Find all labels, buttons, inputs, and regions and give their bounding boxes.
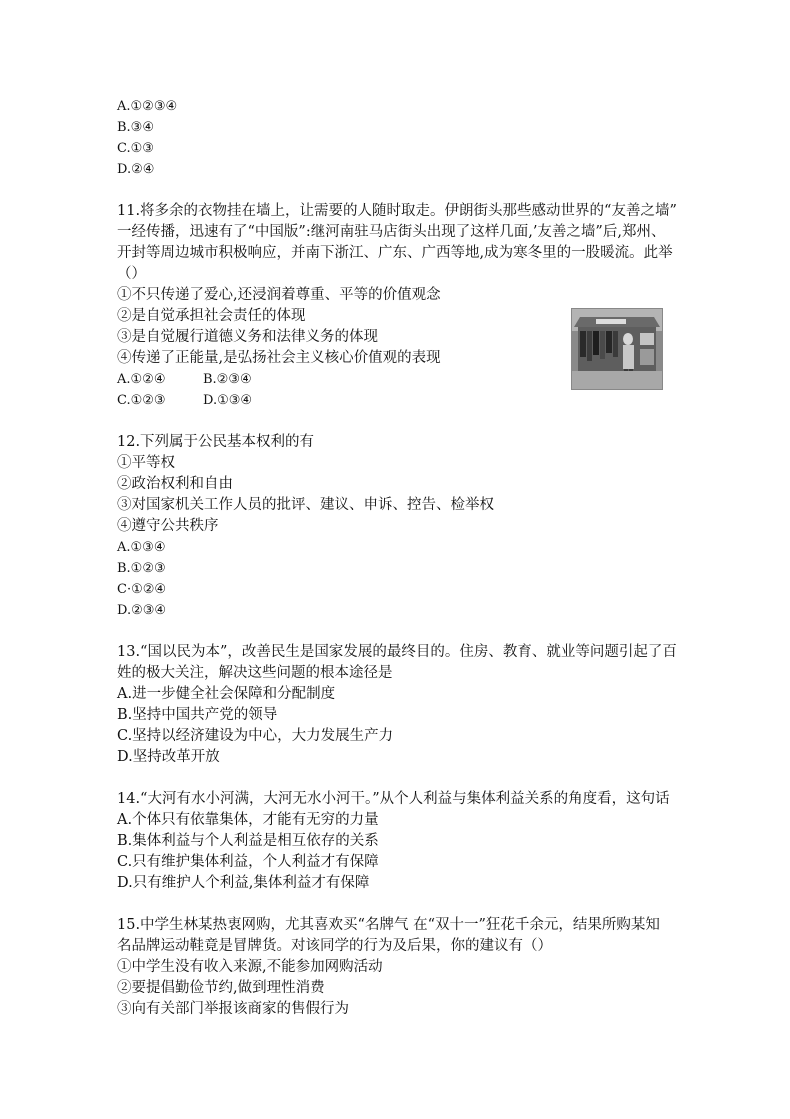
q12-statement-4: ④遵守公共秩序	[117, 518, 219, 534]
q14-option-a: A.个体只有依靠集体，才能有无穷的力量	[117, 812, 379, 828]
q13-option-a: A.进一步健全社会保障和分配制度	[117, 686, 336, 702]
q15-statement-2: ②要提倡勤俭节约,做到理性消费	[117, 980, 325, 996]
q12-statement-3: ③对国家机关工作人员的批评、建议、申诉、控告、检举权	[117, 497, 494, 513]
kindness-wall-photo	[571, 308, 663, 390]
q13-option-d: D.坚持改革开放	[117, 749, 220, 765]
q15-stem-line-2: 名品牌运动鞋竟是冒牌货。对该同学的行为及后果，你的建议有（）	[117, 938, 552, 954]
q12-statement-2: ②政治权利和自由	[117, 476, 233, 492]
q11-statement-4: ④传递了正能量,是弘扬社会主义核心价值观的表现	[117, 350, 441, 366]
q14-option-b: B.集体利益与个人利益是相互依存的关系	[117, 833, 379, 849]
q10-option-b: B.③④	[117, 120, 154, 135]
q11-options-row-2	[117, 390, 677, 411]
q12-option-d: D.②③④	[117, 603, 167, 618]
q13-option-c: C.坚持以经济建设为中心，大力发展生产力	[117, 728, 394, 744]
q13-option-b: B.坚持中国共产党的领导	[117, 707, 278, 723]
q12-option-c: C·①②④	[117, 582, 167, 597]
q15-statement-1: ①中学生没有收入来源,不能参加网购活动	[117, 959, 383, 975]
q11-stem-line-2: 一经传播，迅速有了“中国版”:继河南驻马店街头出现了这样几面,’友善之墙”后,郑州、	[117, 224, 666, 240]
q11-option-b: B.②③④	[203, 372, 252, 387]
q12-stem: 12.下列属于公民基本权利的有	[117, 434, 315, 450]
q14-option-d: D.只有维护人个利益,集体利益才有保障	[117, 875, 370, 891]
q10-option-d: D.②④	[117, 162, 155, 177]
q12-option-a: A.①③④	[117, 540, 166, 555]
q11-statement-1: ①不只传递了爱心,还浸润着尊重、平等的价值观念	[117, 287, 441, 303]
q15-stem-line-1: 15.中学生林某热衷网购，尤其喜欢买“名牌气 在“双十一”狂花千余元，结果所购某知	[117, 917, 660, 933]
q13-stem-line-2: 姓的极大关注，解决这些问题的根本途径是	[117, 665, 393, 681]
q12-statement-1: ①平等权	[117, 455, 175, 471]
q11-option-a: A.①②④	[117, 372, 166, 387]
q10-option-a: A.①②③④	[117, 99, 178, 114]
q15-statement-3: ③向有关部门举报该商家的售假行为	[117, 1001, 349, 1017]
q14-option-c: C.只有维护集体利益，个人利益才有保障	[117, 854, 379, 870]
q11-statement-2: ②是自觉承担社会责任的体现	[117, 308, 306, 324]
q11-stem-line-1: 11.将多余的衣物挂在墙上，让需要的人随时取走。伊朗街头那些感动世界的“友善之墙”	[117, 203, 677, 219]
q11-stem-line-4: （）	[117, 266, 146, 282]
q11-statement-3: ③是自觉履行道德义务和法律义务的体现	[117, 329, 378, 345]
q10-option-c: C.①③	[117, 141, 154, 156]
q11-option-d: D.①③④	[203, 393, 253, 408]
q14-stem: 14.“大河有水小河满，大河无水小河干。”从个人利益与集体利益关系的角度看，这句话	[117, 791, 670, 807]
exam-page	[117, 96, 677, 1020]
q11-option-c: C.①②③	[117, 393, 166, 408]
q13-stem-line-1: 13.“国以民为本”，改善民生是国家发展的最终目的。住房、教育、就业等问题引起了百	[117, 644, 677, 660]
q12-option-b: B.①②③	[117, 561, 166, 576]
q11-stem-line-3: 开封等周边城市积极响应，并南下浙江、广东、广西等地,成为寒冬里的一股暖流。此举	[117, 245, 673, 261]
